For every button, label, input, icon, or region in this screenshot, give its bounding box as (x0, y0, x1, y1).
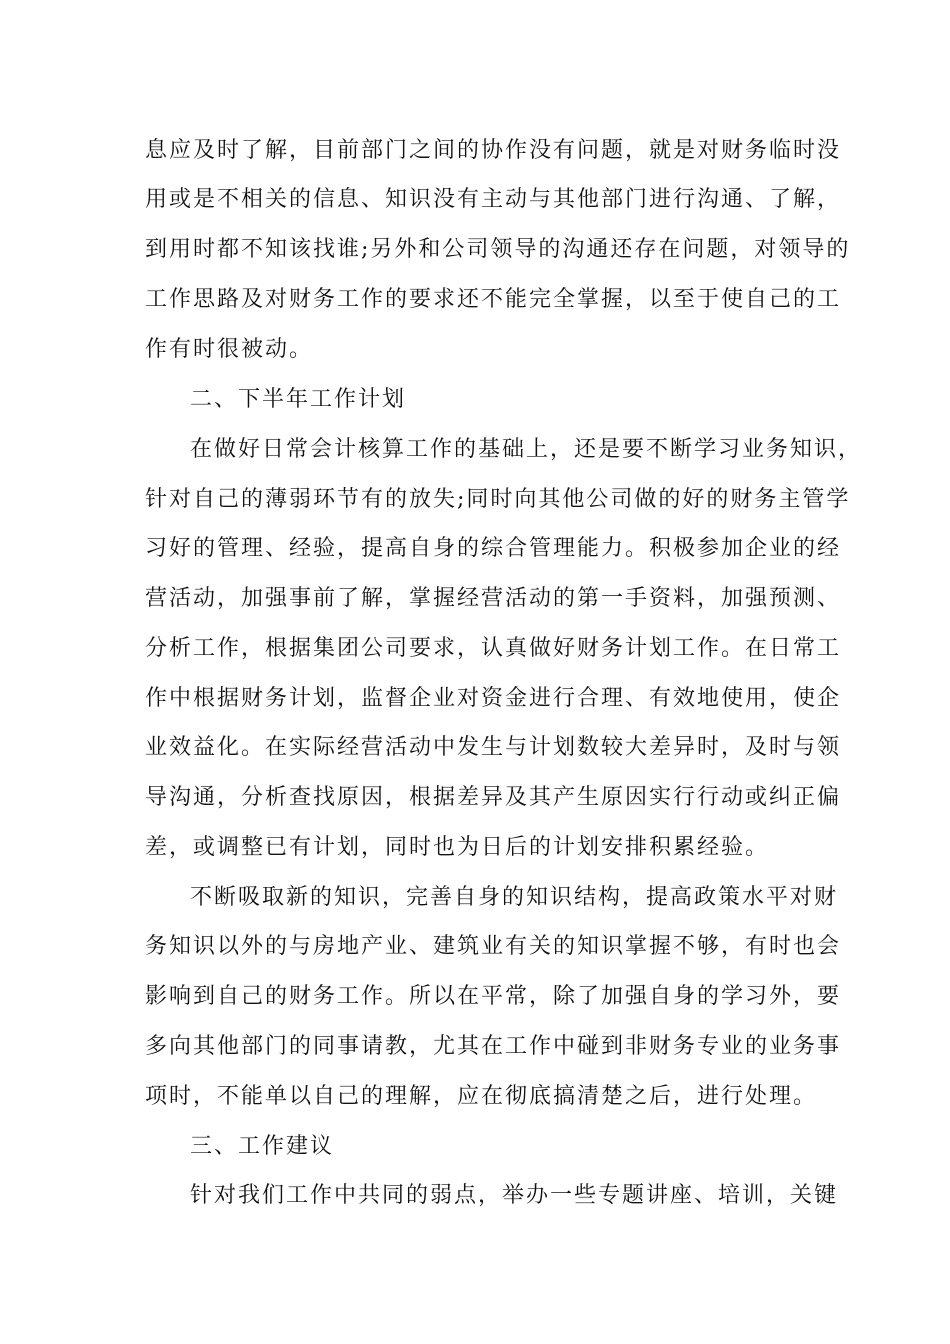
text-line: 针对我们工作中共同的弱点，举办一些专题讲座、培训，关键 (190, 1183, 839, 1208)
text-line: 差，或调整已有计划，同时也为日后的计划安排积累经验。 (145, 835, 770, 860)
text-line: 习好的管理、经验，提高自身的综合管理能力。积极参加企业的经 (145, 536, 842, 561)
section-heading: 三、工作建议 (190, 1134, 335, 1159)
text-line: 到用时都不知该找谁;另外和公司领导的沟通还存在问题，对领导的 (145, 237, 851, 262)
text-line: 用或是不相关的信息、知识没有主动与其他部门进行沟通、了解， (145, 187, 842, 212)
text-line: 务知识以外的与房地产业、建筑业有关的知识掌握不够，有时也会 (145, 934, 842, 959)
text-line: 作中根据财务计划，监督企业对资金进行合理、有效地使用，使企 (145, 686, 842, 711)
text-line: 营活动，加强事前了解，掌握经营活动的第一手资料，加强预测、 (145, 586, 842, 611)
text-line: 不断吸取新的知识，完善自身的知识结构，提高政策水平对财 (190, 885, 839, 910)
text-line: 在做好日常会计核算工作的基础上，还是要不断学习业务知识， (190, 437, 863, 462)
text-line: 息应及时了解，目前部门之间的协作没有问题，就是对财务临时没 (145, 138, 842, 163)
text-line: 多向其他部门的同事请教，尤其在工作中碰到非财务专业的业务事 (145, 1034, 842, 1059)
text-line: 影响到自己的财务工作。所以在平常，除了加强自身的学习外，要 (145, 984, 842, 1009)
text-line: 业效益化。在实际经营活动中发生与计划数较大差异时，及时与领 (145, 735, 842, 760)
text-line: 工作思路及对财务工作的要求还不能完全掌握，以至于使自己的工 (145, 287, 842, 312)
section-heading: 二、下半年工作计划 (190, 387, 407, 412)
text-line: 针对自己的薄弱环节有的放失;同时向其他公司做的好的财务主管学 (145, 487, 851, 512)
text-line: 作有时很被动。 (145, 337, 314, 362)
text-line: 导沟通，分析查找原因，根据差异及其产生原因实行行动或纠正偏 (145, 785, 842, 810)
text-line: 分析工作，根据集团公司要求，认真做好财务计划工作。在日常工 (145, 636, 842, 661)
text-line: 项时，不能单以自己的理解，应在彻底搞清楚之后，进行处理。 (145, 1084, 818, 1109)
